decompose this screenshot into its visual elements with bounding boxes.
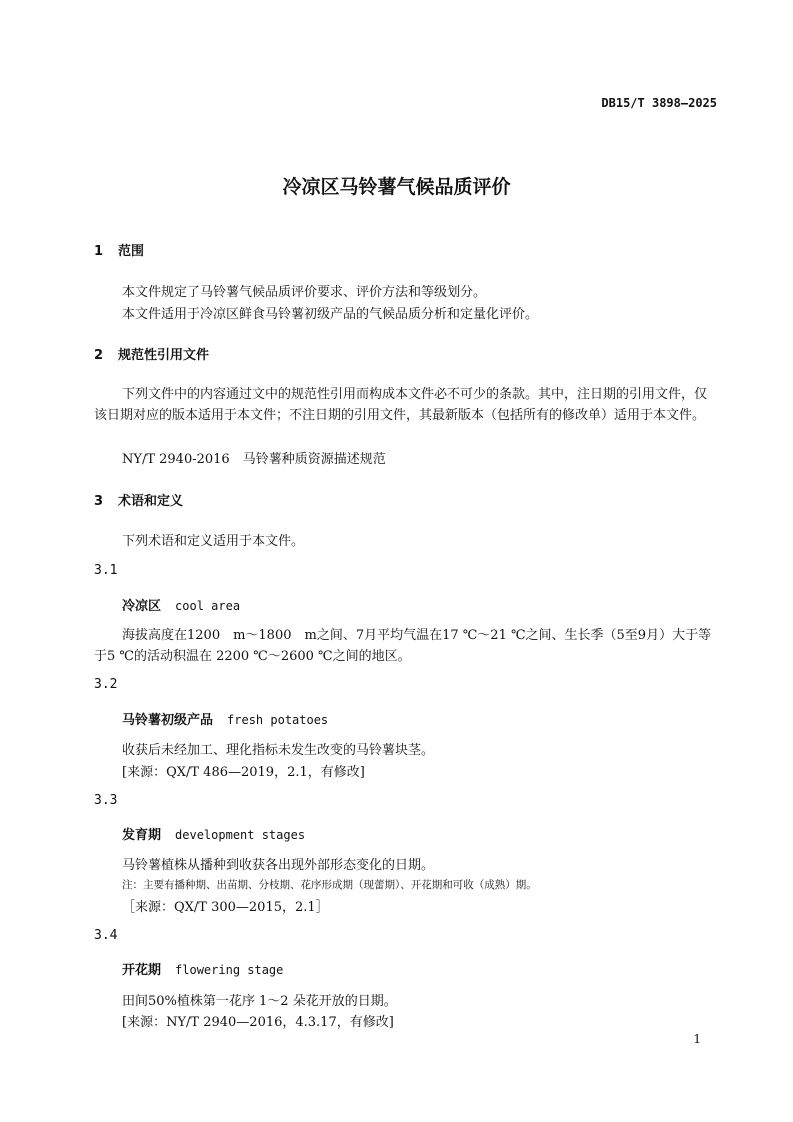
term-zh: 冷凉区 — [122, 599, 162, 614]
page-number: 1 — [693, 1032, 701, 1046]
term-heading — [122, 959, 283, 978]
term-en: fresh potatoes — [227, 713, 329, 727]
paragraph: 本文件适用于冷凉区鲜食马铃薯初级产品的气候品质分析和定量化评价。 — [122, 307, 539, 322]
term-zh: 发育期 — [122, 828, 162, 843]
normative-reference: NY/T 2940-2016 马铃薯种质资源描述规范 — [122, 452, 386, 467]
clause-number: 3.2 — [94, 677, 118, 692]
term-en: flowering stage — [175, 963, 284, 977]
term-note: 注：主要有播种期、出苗期、分枝期、花序形成期（现蕾期）、开花期和可收（成熟）期。 — [122, 879, 537, 891]
term-definition: 田间50%植株第一花序 1～2 朵花开放的日期。 — [122, 994, 397, 1009]
clause-number: 3.4 — [94, 928, 118, 943]
section-title: 术语和定义 — [118, 494, 184, 509]
term-heading — [122, 709, 328, 728]
term-zh: 开花期 — [122, 963, 162, 978]
term-en: cool area — [175, 599, 241, 613]
term-source: [来源：NY/T 2940—2016，4.3.17，有修改] — [122, 1015, 394, 1030]
term-definition: 收获后未经加工、理化指标未发生改变的马铃薯块茎。 — [122, 743, 435, 758]
term-definition: 海拔高度在1200 m～1800 m之间、7月平均气温在17 ℃～21 ℃之间、生长季（5至9月）大于等于5 ℃的活动积温在 2200 ℃～2600 ℃之间的地区。 — [94, 628, 712, 664]
section-2-heading — [94, 344, 209, 363]
term-definition: 马铃薯植株从播种到收获各出现外部形态变化的日期。 — [122, 858, 435, 873]
term-en: development stages — [175, 828, 306, 842]
term-source: ［来源：QX/T 300—2015，2.1］ — [122, 900, 329, 915]
section-title: 范围 — [118, 244, 145, 259]
term-heading — [122, 595, 240, 614]
section-title: 规范性引用文件 — [118, 348, 210, 363]
section-3-heading — [94, 490, 183, 509]
document-id: DB15/T 3898—2025 — [601, 96, 717, 110]
paragraph: 本文件规定了马铃薯气候品质评价要求、评价方法和等级划分。 — [122, 285, 487, 300]
section-1-heading — [94, 240, 144, 259]
section-number: 1 — [94, 244, 104, 259]
document-title: 冷凉区马铃薯气候品质评价 — [282, 176, 511, 198]
paragraph: 下列文件中的内容通过文中的规范性引用而构成本文件必不可少的条款。其中，注日期的引用文件，仅该日期对应的版本适用于本文件；不注日期的引用文件，其最新版本（包括所有的修改单）适用于本文件。 — [94, 387, 708, 423]
term-source: [来源：QX/T 486—2019，2.1，有修改] — [122, 765, 365, 780]
clause-number: 3.1 — [94, 563, 118, 578]
section-number: 2 — [94, 348, 104, 363]
clause-number: 3.3 — [94, 793, 118, 808]
term-heading — [122, 824, 305, 843]
section-number: 3 — [94, 494, 104, 509]
paragraph: 下列术语和定义适用于本文件。 — [122, 534, 305, 549]
term-zh: 马铃薯初级产品 — [122, 713, 214, 728]
